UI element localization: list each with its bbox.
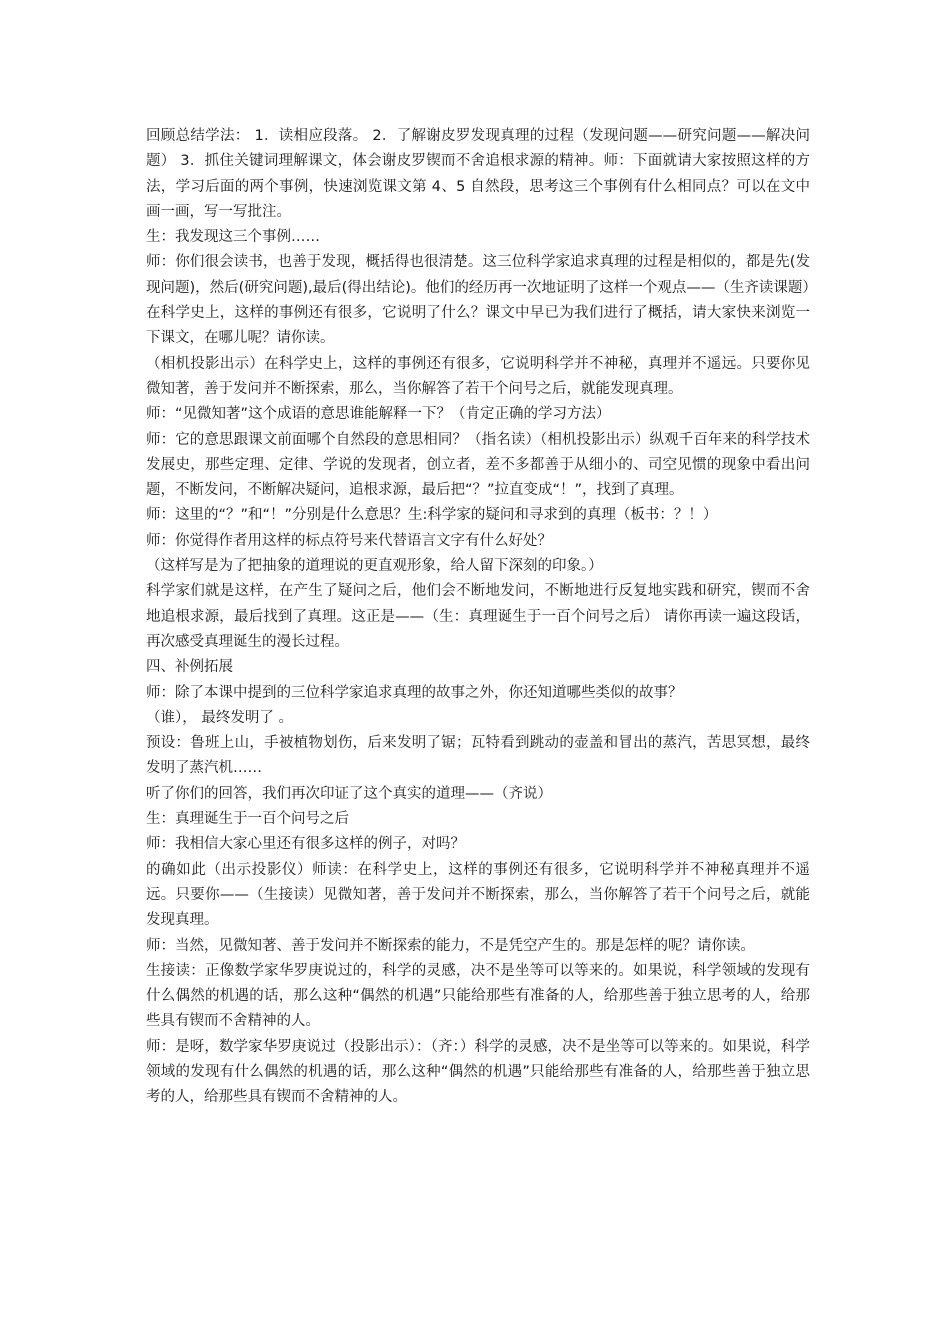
paragraph: 师：是呀，数学家华罗庚说过（投影出示）：（齐：）科学的灵感，决不是坐等可以等来的。如果说，科学领域的发现有什么偶然的机遇的话，那么这种“偶然的机遇”只能给那些有准备的人，给那些善于独立思考的人，给那些具有锲而不舍精神的人。 (146, 1038, 810, 1106)
paragraph: （相机投影出示）在科学史上，这样的事例还有很多，它说明科学并不神秘，真理并不遥远。只要你见微知著，善于发问并不断探索，那么，当你解答了若干个问号之后，就能发现真理。 (146, 355, 810, 397)
paragraph: 生：我发现这三个事例…… (146, 229, 320, 246)
paragraph: 师：“见微知著”这个成语的意思谁能解释一下？（肯定正确的学习方法） (146, 406, 611, 423)
paragraph: 师：除了本课中提到的三位科学家追求真理的故事之外，你还知道哪些类似的故事？ (146, 684, 683, 701)
paragraph: 听了你们的回答，我们再次印证了这个真实的道理——（齐说） (146, 785, 552, 802)
paragraph: 师：它的意思跟课文前面哪个自然段的意思相同？（指名读）（相机投影出示）纵观千百年来的科学技术发展史，那些定理、定律、学说的发现者，创立者，差不多都善于从细小的、司空见惯的现象中看出问题，不断发问，不断解决疑问，追根求源，最后把“？”拉直变成“！”，找到了真理。 (146, 431, 810, 499)
paragraph: 师：我相信大家心里还有很多这样的例子，对吗？ (146, 836, 465, 853)
paragraph: 在科学史上，这样的事例还有很多，它说明了什么？课文中早已为我们进行了概括，请大家快来浏览一下课文，在哪儿呢？请你读。 (146, 305, 810, 347)
paragraph: 科学家们就是这样，在产生了疑问之后，他们会不断地发问，不断地进行反复地实践和研究，锲而不舍地追根求源，最后找到了真理。这正是——（生：真理诞生于一百个问号之后） 请你再读一遍这段话，再次感受真理诞生的漫长过程。 (146, 583, 810, 650)
paragraph: 四、补例拓展 (146, 659, 233, 676)
paragraph: 师：你觉得作者用这样的标点符号来代替语言文字有什么好处？ (146, 532, 552, 549)
paragraph: 生：真理诞生于一百个问号之后 (146, 811, 349, 828)
paragraph: （谁）， 最终发明了 。 (146, 709, 293, 726)
paragraph: 预设：鲁班上山，手被植物划伤，后来发明了锯；瓦特看到跳动的壶盖和冒出的蒸汽，苦思冥想，最终发明了蒸汽机…… (146, 735, 810, 777)
paragraph: 师：当然，见微知著、善于发问并不断探索的能力，不是凭空产生的。那是怎样的呢？请你读。 (146, 937, 755, 954)
paragraph: 回顾总结学法： 1．读相应段落。 2．了解谢皮罗发现真理的过程（发现问题——研究问题——解决问题） 3．抓住关键词理解课文，体会谢皮罗锲而不舍追根求源的精神。师：下面就请大家按照这样的方法，学习后面的两个事例，快速浏览课文第 4、5 自然段，思考这三个事例有什么相同点？可以在文中画一画，写一写批注。 (146, 128, 810, 220)
paragraph: （这样写是为了把抽象的道理说的更直观形象，给人留下深刻的印象。） (146, 558, 603, 575)
paragraph: 的确如此（出示投影仪）师读：在科学史上，这样的事例还有很多，它说明科学并不神秘真理并不遥远。只要你——（生接读）见微知著，善于发问并不断探索，那么，当你解答了若干个问号之后，就能发现真理。 (146, 861, 810, 929)
document-body (146, 124, 817, 1111)
paragraph: 师：这里的“？”和“！”分别是什么意思？生:科学家的疑问和寻求到的真理（板书：？！） (146, 507, 718, 524)
paragraph: 师：你们很会读书，也善于发现，概括得也很清楚。这三位科学家追求真理的过程是相似的，都是先(发现问题)，然后(研究问题),最后(得出结论)。他们的经历再一次地证明了这样一个观点——（生齐读课题） (146, 254, 817, 296)
paragraph: 生接读：正像数学家华罗庚说过的，科学的灵感，决不是坐等可以等来的。如果说，科学领域的发现有什么偶然的机遇的话，那么这种“偶然的机遇”只能给那些有准备的人，给那些善于独立思考的人，给那些具有锲而不舍精神的人。 (146, 962, 810, 1030)
